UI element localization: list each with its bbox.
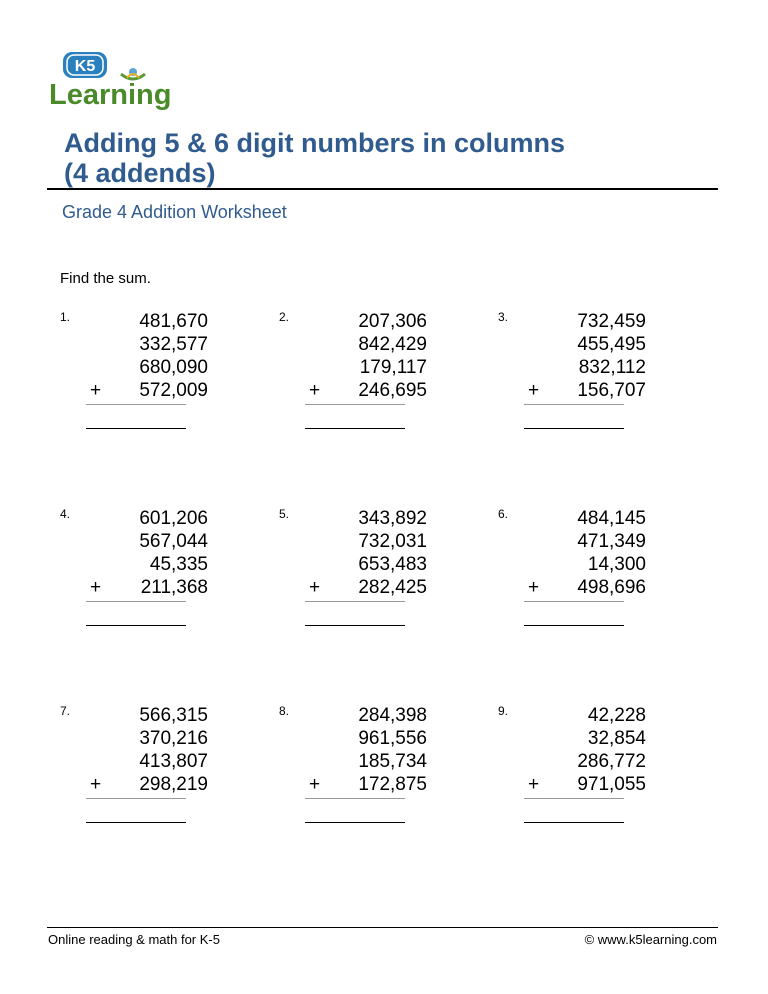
addend: 680,090: [139, 357, 208, 378]
addend: 481,670: [139, 311, 208, 332]
addend: 14,300: [587, 554, 646, 575]
answer-line[interactable]: [86, 822, 186, 823]
addends: [317, 704, 427, 796]
answer-line[interactable]: [524, 625, 624, 626]
plus-sign: +: [90, 774, 102, 795]
problem-9: [498, 704, 698, 854]
addend: 246,695: [358, 380, 427, 401]
title-divider: [47, 188, 718, 190]
plus-sign: +: [528, 774, 540, 795]
addends: [98, 310, 208, 402]
addend: 332,577: [139, 334, 208, 355]
title-line-1: Adding 5 & 6 digit numbers in columns: [64, 128, 566, 158]
addend: 572,009: [139, 380, 208, 401]
plus-sign: +: [90, 577, 102, 598]
sum-line: [86, 798, 186, 799]
answer-line[interactable]: [524, 822, 624, 823]
plus-sign: +: [528, 380, 540, 401]
instructions: Find the sum.: [60, 270, 151, 287]
addend: 732,031: [358, 531, 427, 552]
addend: 413,807: [139, 751, 208, 772]
addend: 45,335: [149, 554, 208, 575]
addend: 471,349: [577, 531, 646, 552]
logo-graphic: [47, 50, 187, 112]
plus-sign: +: [309, 774, 321, 795]
problem-number: 5.: [279, 507, 290, 521]
sum-line: [524, 798, 624, 799]
addend: 961,556: [358, 728, 427, 749]
problem-number: 4.: [60, 507, 71, 521]
sum-line: [305, 798, 405, 799]
sum-line: [305, 404, 405, 405]
sum-line: [86, 601, 186, 602]
problem-number: 6.: [498, 507, 509, 521]
plus-sign: +: [309, 577, 321, 598]
problem-number: 1.: [60, 310, 71, 324]
addend: 566,315: [139, 705, 208, 726]
addend: 484,145: [577, 508, 646, 529]
addend: 653,483: [358, 554, 427, 575]
addend: 179,117: [359, 357, 427, 378]
addend: 567,044: [139, 531, 208, 552]
problem-3: [498, 310, 698, 460]
problem-8: [279, 704, 479, 854]
answer-line[interactable]: [305, 822, 405, 823]
sum-line: [305, 601, 405, 602]
addend: 298,219: [139, 774, 208, 795]
k5-learning-logo: [47, 50, 187, 112]
problem-7: [60, 704, 260, 854]
addend: 732,459: [577, 311, 646, 332]
sum-line: [524, 404, 624, 405]
problem-number: 8.: [279, 704, 290, 718]
problem-5: [279, 507, 479, 657]
addend: 156,707: [577, 380, 646, 401]
addend: 842,429: [358, 334, 427, 355]
footer-website[interactable]: © www.k5learning.com: [584, 932, 717, 947]
addend: 498,696: [577, 577, 646, 598]
worksheet-subtitle: Grade 4 Addition Worksheet: [62, 202, 287, 222]
sum-line: [524, 601, 624, 602]
problem-number: 9.: [498, 704, 509, 718]
footer-tagline: Online reading & math for K-5: [48, 932, 220, 947]
plus-sign: +: [90, 380, 102, 401]
addend: 343,892: [358, 508, 427, 529]
page-title: [64, 128, 704, 188]
plus-sign: +: [309, 380, 321, 401]
addend: 282,425: [358, 577, 427, 598]
title-line-2: (4 addends): [64, 158, 216, 188]
problem-6: [498, 507, 698, 657]
addend: 601,206: [139, 508, 208, 529]
plus-sign: +: [528, 577, 540, 598]
problem-2: [279, 310, 479, 460]
problem-number: 2.: [279, 310, 290, 324]
addend: 455,495: [577, 334, 646, 355]
addends: [536, 704, 646, 796]
problem-number: 3.: [498, 310, 509, 324]
addend: 211,368: [140, 577, 208, 598]
addends: [98, 704, 208, 796]
footer-divider: [47, 927, 718, 928]
addend: 370,216: [139, 728, 208, 749]
answer-line[interactable]: [524, 428, 624, 429]
logo-wordmark: Learning: [49, 79, 172, 111]
addends: [536, 310, 646, 402]
problem-number: 7.: [60, 704, 71, 718]
addend: 284,398: [358, 705, 427, 726]
addend: 971,055: [577, 774, 646, 795]
addend: 286,772: [577, 751, 646, 772]
addend: 42,228: [587, 705, 646, 726]
sum-line: [86, 404, 186, 405]
addend: 832,112: [578, 357, 646, 378]
addend: 32,854: [587, 728, 646, 749]
answer-line[interactable]: [305, 428, 405, 429]
answer-line[interactable]: [86, 428, 186, 429]
addend: 172,875: [358, 774, 427, 795]
problem-4: [60, 507, 260, 657]
answer-line[interactable]: [86, 625, 186, 626]
addends: [98, 507, 208, 599]
problem-1: [60, 310, 260, 460]
addends: [536, 507, 646, 599]
addend: 185,734: [358, 751, 427, 772]
addends: [317, 507, 427, 599]
answer-line[interactable]: [305, 625, 405, 626]
addends: [317, 310, 427, 402]
logo-badge-text: K5: [74, 58, 96, 75]
addend: 207,306: [358, 311, 427, 332]
